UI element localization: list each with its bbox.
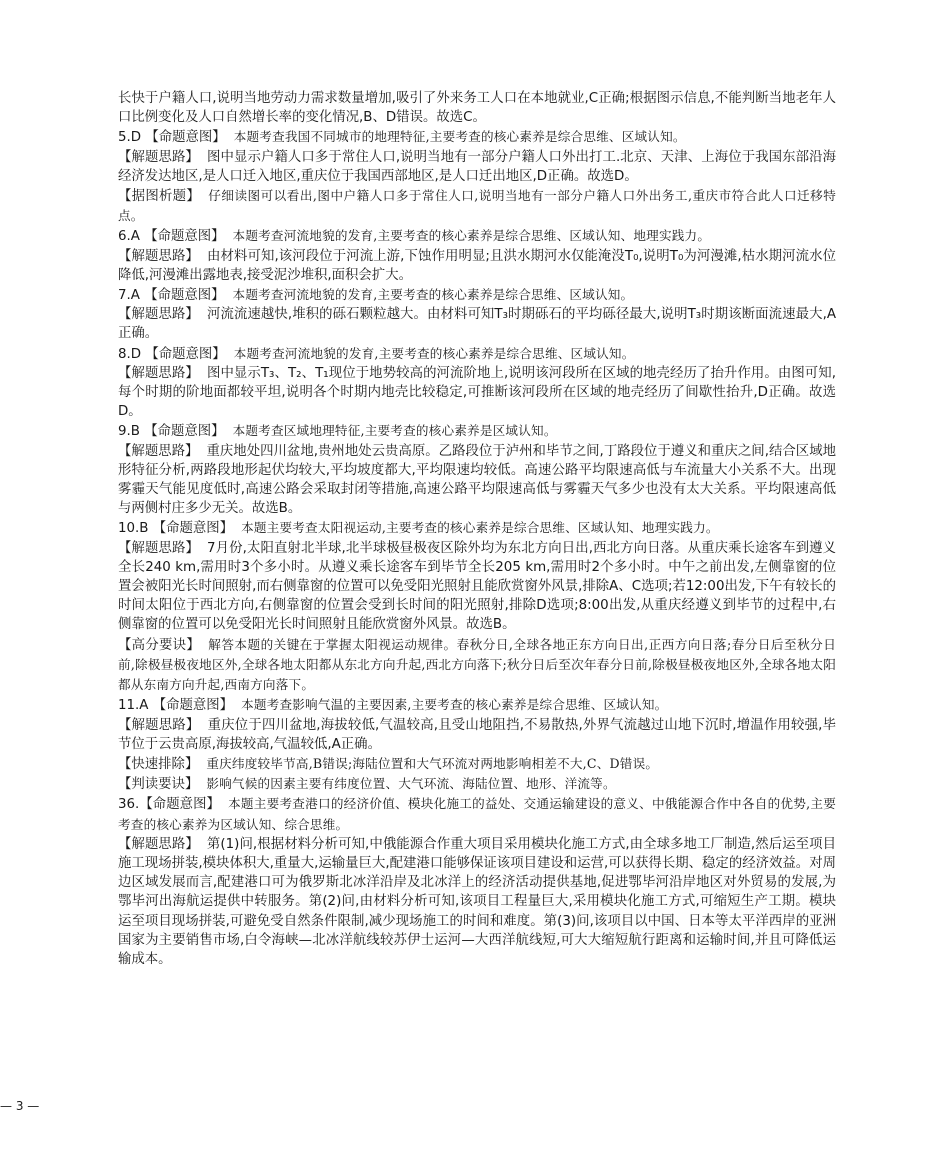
paragraph-text: 长快于户籍人口,说明当地劳动力需求数量增加,吸引了外来务工人口在本地就业,C正确;根据图示信息,不能判断当地老年人口比例变化及人口自然增长率的变化情况,B、D错误。故选C。 (118, 91, 836, 126)
answer-paragraph (118, 344, 836, 364)
paragraph-text: 河流流速越快,堆积的砾石颗粒越大。由材料可知T₃时期砾石的平均砾径最大,说明T₃时期该断面流速最大,A正确。 (118, 307, 837, 342)
answer-paragraph (118, 148, 836, 186)
answer-paragraph (118, 305, 836, 343)
paragraph-text: 重庆纬度较毕节高,B错误;海陆位置和大气环流对两地影响相差不大,C、D错误。 (206, 755, 659, 771)
answer-paragraph (118, 226, 836, 246)
answer-paragraph (118, 774, 836, 794)
paragraph-label: 10.B 【命题意图】 (118, 521, 234, 537)
paragraph-label: 7.A 【命题意图】 (118, 288, 225, 304)
answer-paragraph (118, 364, 836, 422)
paragraph-label: 6.A 【命题意图】 (118, 229, 225, 245)
paragraph-text: 本题主要考查港口的经济价值、模块化施工的益处、交通运输建设的意义、中俄能源合作中各自的优势,主要考查的核心素养为区域认知、综合思维。 (118, 796, 837, 832)
paragraph-label: 9.B 【命题意图】 (118, 424, 225, 440)
answer-paragraph (118, 835, 836, 969)
paragraph-label: 【据图析题】 (118, 189, 201, 205)
paragraph-text: 本题考查我国不同城市的地理特征,主要考查的核心素养是综合思维、区域认知。 (233, 129, 686, 145)
answer-paragraph (118, 716, 836, 754)
paragraph-text: 解答本题的关键在于掌握太阳视运动规律。春秋分日,全球各地正东方向日出,正西方向日落;春分日后至秋分日前,除极昼极夜地区外,全球各地太阳都从东北方向升起,西北方向落下;秋分日后至次年春分日前,除极昼极夜地区外,全球各地太阳都从东南方向升起,西南方向落下。 (118, 636, 837, 693)
paragraph-text: 本题考查河流地貌的发育,主要考查的核心素养是综合思维、区域认知。 (232, 287, 634, 303)
paragraph-label: 【解题思路】 (118, 149, 199, 165)
answer-paragraph (118, 635, 836, 696)
paragraph-label: 5.D 【命题意图】 (118, 130, 226, 146)
answer-paragraph (118, 794, 836, 834)
paragraph-label: 【解题思路】 (118, 365, 199, 381)
paragraph-text: 第(1)问,根据材料分析可知,中俄能源合作重大项目采用模块化施工方式,由全球多地工厂制造,然后运至项目施工现场拼装,模块体积大,重量大,运输量巨大,配建港口能够保证该项目建设和运营,可以获得长期、稳定的经济效益。对周边区域发展而言,配建港口可为俄罗斯北冰洋沿岸及北冰洋上的经济活动提供基地,促进鄂毕河沿岸地区对外贸易的发展,为鄂毕河出海航运提供中转服务。第(2)问,由材料分析可知,该项目工程量巨大,采用模块化施工方式,可缩短生产工期。模块运至项目现场拼装,可避免受自然条件限制,减少现场施工的时间和难度。第(3)问,该项目以中国、日本等太平洋西岸的亚洲国家为主要销售市场,白令海峡—北冰洋航线较苏伊士运河—大西洋航线短,可大大缩短航行距离和运输时间,并且可降低运输成本。 (118, 836, 837, 967)
paragraph-text: 本题考查区域地理特征,主要考查的核心素养是区域认知。 (232, 423, 557, 439)
answer-paragraph (118, 89, 836, 127)
paragraph-label: 【快速排除】 (118, 756, 199, 772)
paragraph-label: 【解题思路】 (118, 307, 199, 323)
answer-paragraph (118, 539, 836, 635)
paragraph-text: 仔细读图可以看出,图中户籍人口多于常住人口,说明当地有一部分户籍人口外出务工,重庆市符合此人口迁移特点。 (118, 188, 836, 224)
paragraph-text: 图中显示户籍人口多于常住人口,说明当地有一部分户籍人口外出打工.北京、天津、上海位于我国东部沿海经济发达地区,是人口迁入地区,重庆位于我国西部地区,是人口迁出地区,D正确。故选D。 (118, 149, 836, 184)
answer-paragraph (118, 186, 836, 226)
paragraph-label: 【解题思路】 (118, 443, 199, 459)
paragraph-label: 36.【命题意图】 (118, 797, 221, 813)
answer-paragraph (118, 754, 836, 774)
answer-paragraph (118, 518, 836, 538)
page-number: — 3 — (0, 1099, 40, 1113)
paragraph-label: 【解题思路】 (118, 717, 200, 733)
answer-paragraph (118, 442, 836, 519)
paragraph-label: 【高分要诀】 (118, 637, 201, 653)
paragraph-text: 本题考查影响气温的主要因素,主要考查的核心素养是综合思维、区域认知。 (241, 697, 668, 713)
paragraph-label: 【判读要诀】 (118, 777, 199, 793)
paragraph-label: 【解题思路】 (118, 540, 199, 556)
paragraph-text: 本题主要考查太阳视运动,主要考查的核心素养是综合思维、区域认知、地理实践力。 (241, 520, 719, 536)
answer-paragraph (118, 285, 836, 305)
paragraph-label: 11.A 【命题意图】 (118, 698, 234, 714)
paragraph-text: 7月份,太阳直射北半球,北半球极昼极夜区除外均为东北方向日出,西北方向日落。从重庆乘长途客车到遵义全长240 km,需用时3个多小时。从遵义乘长途客车到毕节全长205 km,需用时2个多小时。中午之前出发,左侧靠窗的位置会被阳光长时间照射,而右侧靠窗的位置可以免受阳光照射且能欣赏窗外风景,排除A、C选项;若12:00出发,下午有较长的时间太阳位于西北方向,右侧靠窗的位置会受到长时间的阳光照射,排除D选项;8:00出发,从重庆经遵义到毕节的过程中,右侧靠窗的位置可以免受阳光长时间照射且能欣赏窗外风景。故选B。 (118, 540, 837, 633)
paragraph-label: 【解题思路】 (118, 836, 199, 852)
paragraph-text: 图中显示T₃、T₂、T₁现位于地势较高的河流阶地上,说明该河段所在区域的地壳经历了抬升作用。由图可知,每个时期的阶地面都较平坦,说明各个时期内地壳比较稳定,可推断该河段所在区域的地壳经历了间歇性抬升,D正确。故选D。 (118, 365, 837, 420)
paragraph-text: 本题考查河流地貌的发育,主要考查的核心素养是综合思维、区域认知、地理实践力。 (232, 228, 711, 244)
paragraph-text: 重庆位于四川盆地,海拔较低,气温较高,且受山地阻挡,不易散热,外界气流越过山地下沉时,增温作用较强,毕节位于云贵高原,海拔较高,气温较低,A正确。 (118, 717, 836, 752)
paragraph-text: 本题考查河流地貌的发育,主要考查的核心素养是综合思维、区域认知。 (233, 345, 635, 361)
paragraph-label: 8.D 【命题意图】 (118, 346, 226, 362)
answer-paragraph (118, 421, 836, 441)
answer-paragraph (118, 247, 836, 285)
paragraph-text: 重庆地处四川盆地,贵州地处云贵高原。乙路段位于泸州和毕节之间,丁路段位于遵义和重庆之间,结合区域地形特征分析,两路段地形起伏均较大,平均坡度都大,平均限速均较低。高速公路平均限速高低与车流量大小关系不大。出现雾霾天气能见度低时,高速公路会采取封闭等措施,高速公路平均限速高低与雾霾天气多少也没有太大关系。平均限速高低与两侧村庄多少无关。故选B。 (118, 443, 836, 517)
answer-paragraph (118, 127, 836, 147)
document-body (118, 89, 836, 969)
paragraph-text: 影响气候的因素主要有纬度位置、大气环流、海陆位置、地形、洋流等。 (206, 776, 616, 792)
paragraph-label: 【解题思路】 (118, 248, 199, 264)
paragraph-text: 由材料可知,该河段位于河流上游,下蚀作用明显;且洪水期河水仅能淹没T₀,说明T₀为河漫滩,枯水期河流水位降低,河漫滩出露地表,接受泥沙堆积,面积会扩大。 (118, 248, 836, 283)
answer-paragraph (118, 695, 836, 715)
